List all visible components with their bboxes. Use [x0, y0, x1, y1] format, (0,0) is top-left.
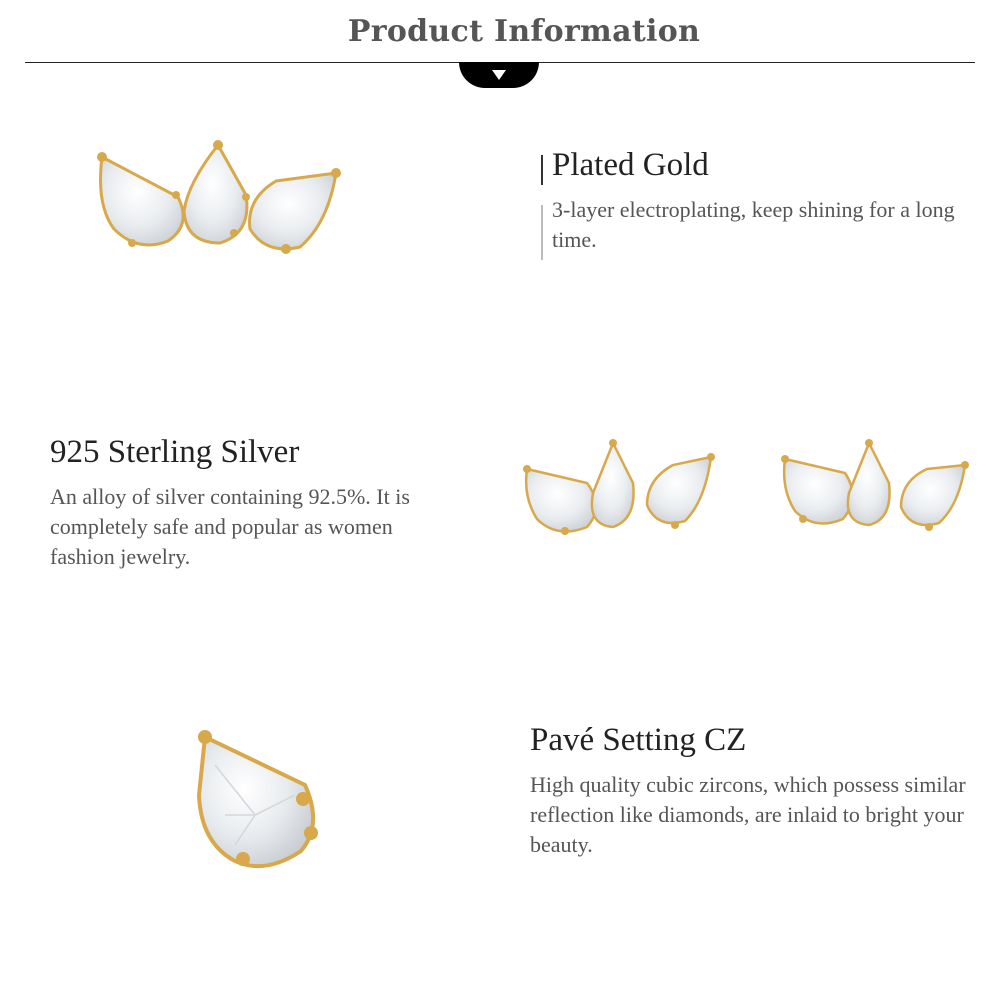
feature-title: Pavé Setting CZ — [530, 722, 747, 758]
feature-description: High quality cubic zircons, which possess similar reflection like diamonds, are inlaid to bright your beauty. — [530, 772, 966, 857]
collapse-tab[interactable] — [459, 62, 539, 88]
page-title: Product Information — [347, 14, 701, 49]
earring-pair-photo — [515, 435, 985, 545]
accent-bar — [541, 155, 543, 185]
feature-plated-gold — [552, 145, 962, 255]
down-arrow-icon — [492, 70, 506, 80]
feature-pave-setting — [530, 720, 970, 860]
earring-photo-cluster — [90, 125, 360, 270]
feature-sterling-silver — [50, 432, 450, 572]
earring-closeup-photo — [185, 725, 325, 885]
feature-title: Plated Gold — [552, 147, 709, 183]
feature-description: An alloy of silver containing 92.5%. It is completely safe and popular as women fashion jewelry. — [50, 484, 410, 569]
accent-bar — [541, 205, 543, 260]
feature-description: 3-layer electroplating, keep shining for a long time. — [552, 197, 955, 252]
feature-title: 925 Sterling Silver — [50, 434, 300, 470]
